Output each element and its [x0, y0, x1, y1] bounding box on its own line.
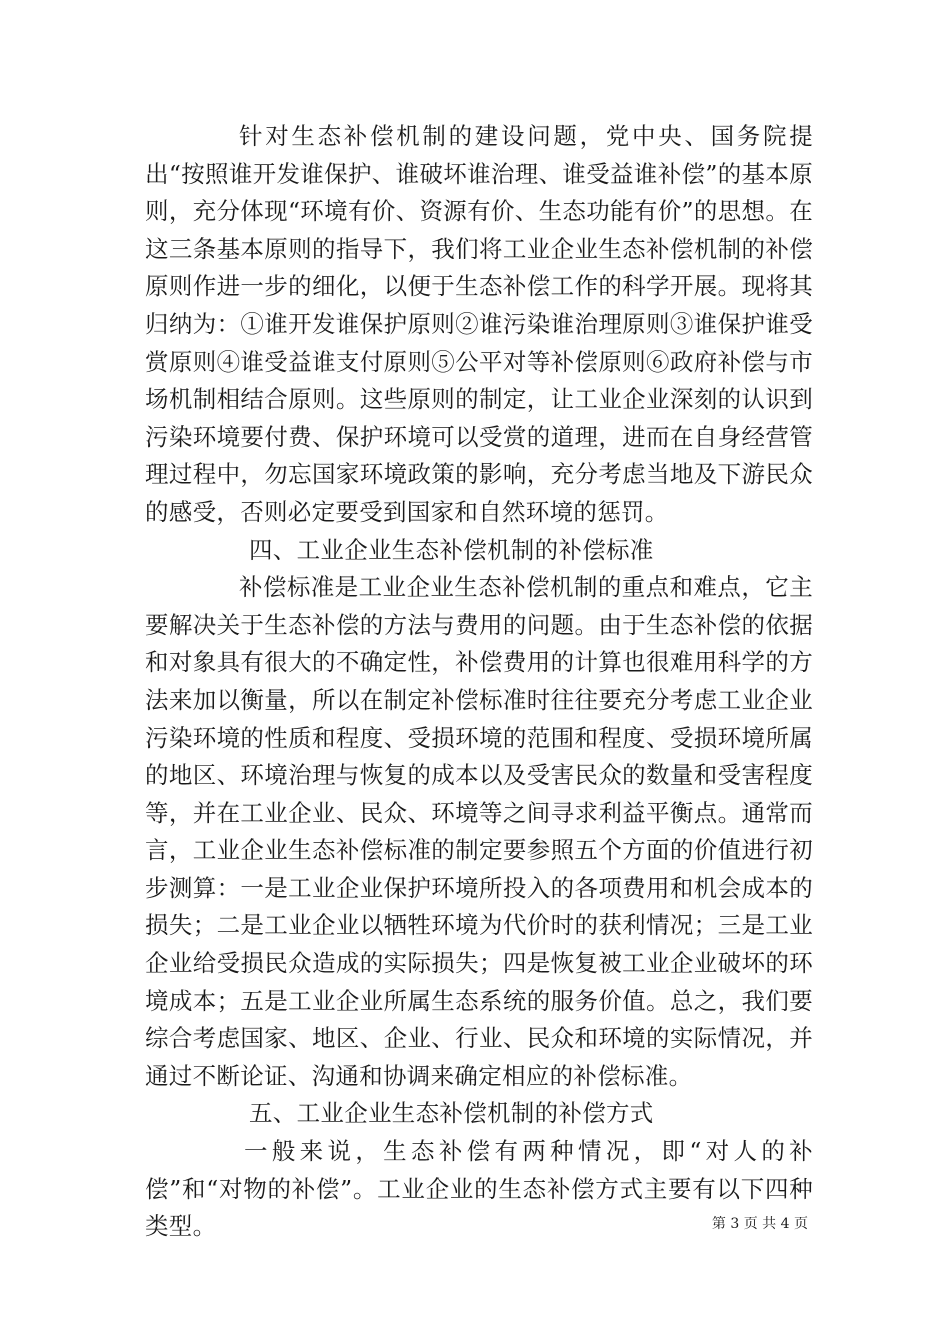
section-heading-4: 四、工业企业生态补偿机制的补偿标准 — [249, 535, 654, 564]
paragraph-compensation-methods: 一般来说，生态补偿有两种情况，即“对人的补偿”和“对物的补偿”。工业企业的生态补偿方式主要有以下四种类型。 — [145, 1137, 813, 1241]
document-body — [145, 118, 813, 1246]
paragraph-compensation-principles: 针对生态补偿机制的建设问题，党中央、国务院提出“按照谁开发谁保护、谁破坏谁治理、谁受益谁补偿”的基本原则，充分体现“环境有价、资源有价、生态功能有价”的思想。在这三条基本原则的指导下，我们将工业企业生态补偿机制的补偿原则作进一步的细化，以便于生态补偿工作的科学开展。现将其归纳为：①谁开发谁保护原则②谁污染谁治理原则③谁保护谁受赏原则④谁受益谁支付原则⑤公平对等补偿原则⑥政府补偿与市场机制相结合原则。这些原则的制定，让工业企业深刻的认识到污染环境要付费、保护环境可以受赏的道理，进而在自身经营管理过程中，勿忘国家环境政策的影响，充分考虑当地及下游民众的感受，否则必定要受到国家和自然环境的惩罚。 — [145, 122, 813, 526]
paragraph-compensation-standards: 补偿标准是工业企业生态补偿机制的重点和难点，它主要解决关于生态补偿的方法与费用的问题。由于生态补偿的依据和对象具有很大的不确定性，补偿费用的计算也很难用科学的方法来加以衡量，所以在制定补偿标准时往往要充分考虑工业企业污染环境的性质和程度、受损环境的范围和程度、受损环境所属的地区、环境治理与恢复的成本以及受害民众的数量和受害程度等，并在工业企业、民众、环境等之间寻求利益平衡点。通常而言，工业企业生态补偿标准的制定要参照五个方面的价值进行初步测算：一是工业企业保护环境所投入的各项费用和机会成本的损失；二是工业企业以牺牲环境为代价时的获利情况；三是工业企业给受损民众造成的实际损失；四是恢复被工业企业破坏的环境成本；五是工业企业所属生态系统的服务价值。总之，我们要综合考虑国家、地区、企业、行业、民众和环境的实际情况，并通过不断论证、沟通和协调来确定相应的补偿标准。 — [145, 573, 813, 1090]
section-heading-5: 五、工业企业生态补偿机制的补偿方式 — [249, 1099, 654, 1128]
page-footer: 第 3 页 共 4 页 — [711, 1216, 808, 1232]
